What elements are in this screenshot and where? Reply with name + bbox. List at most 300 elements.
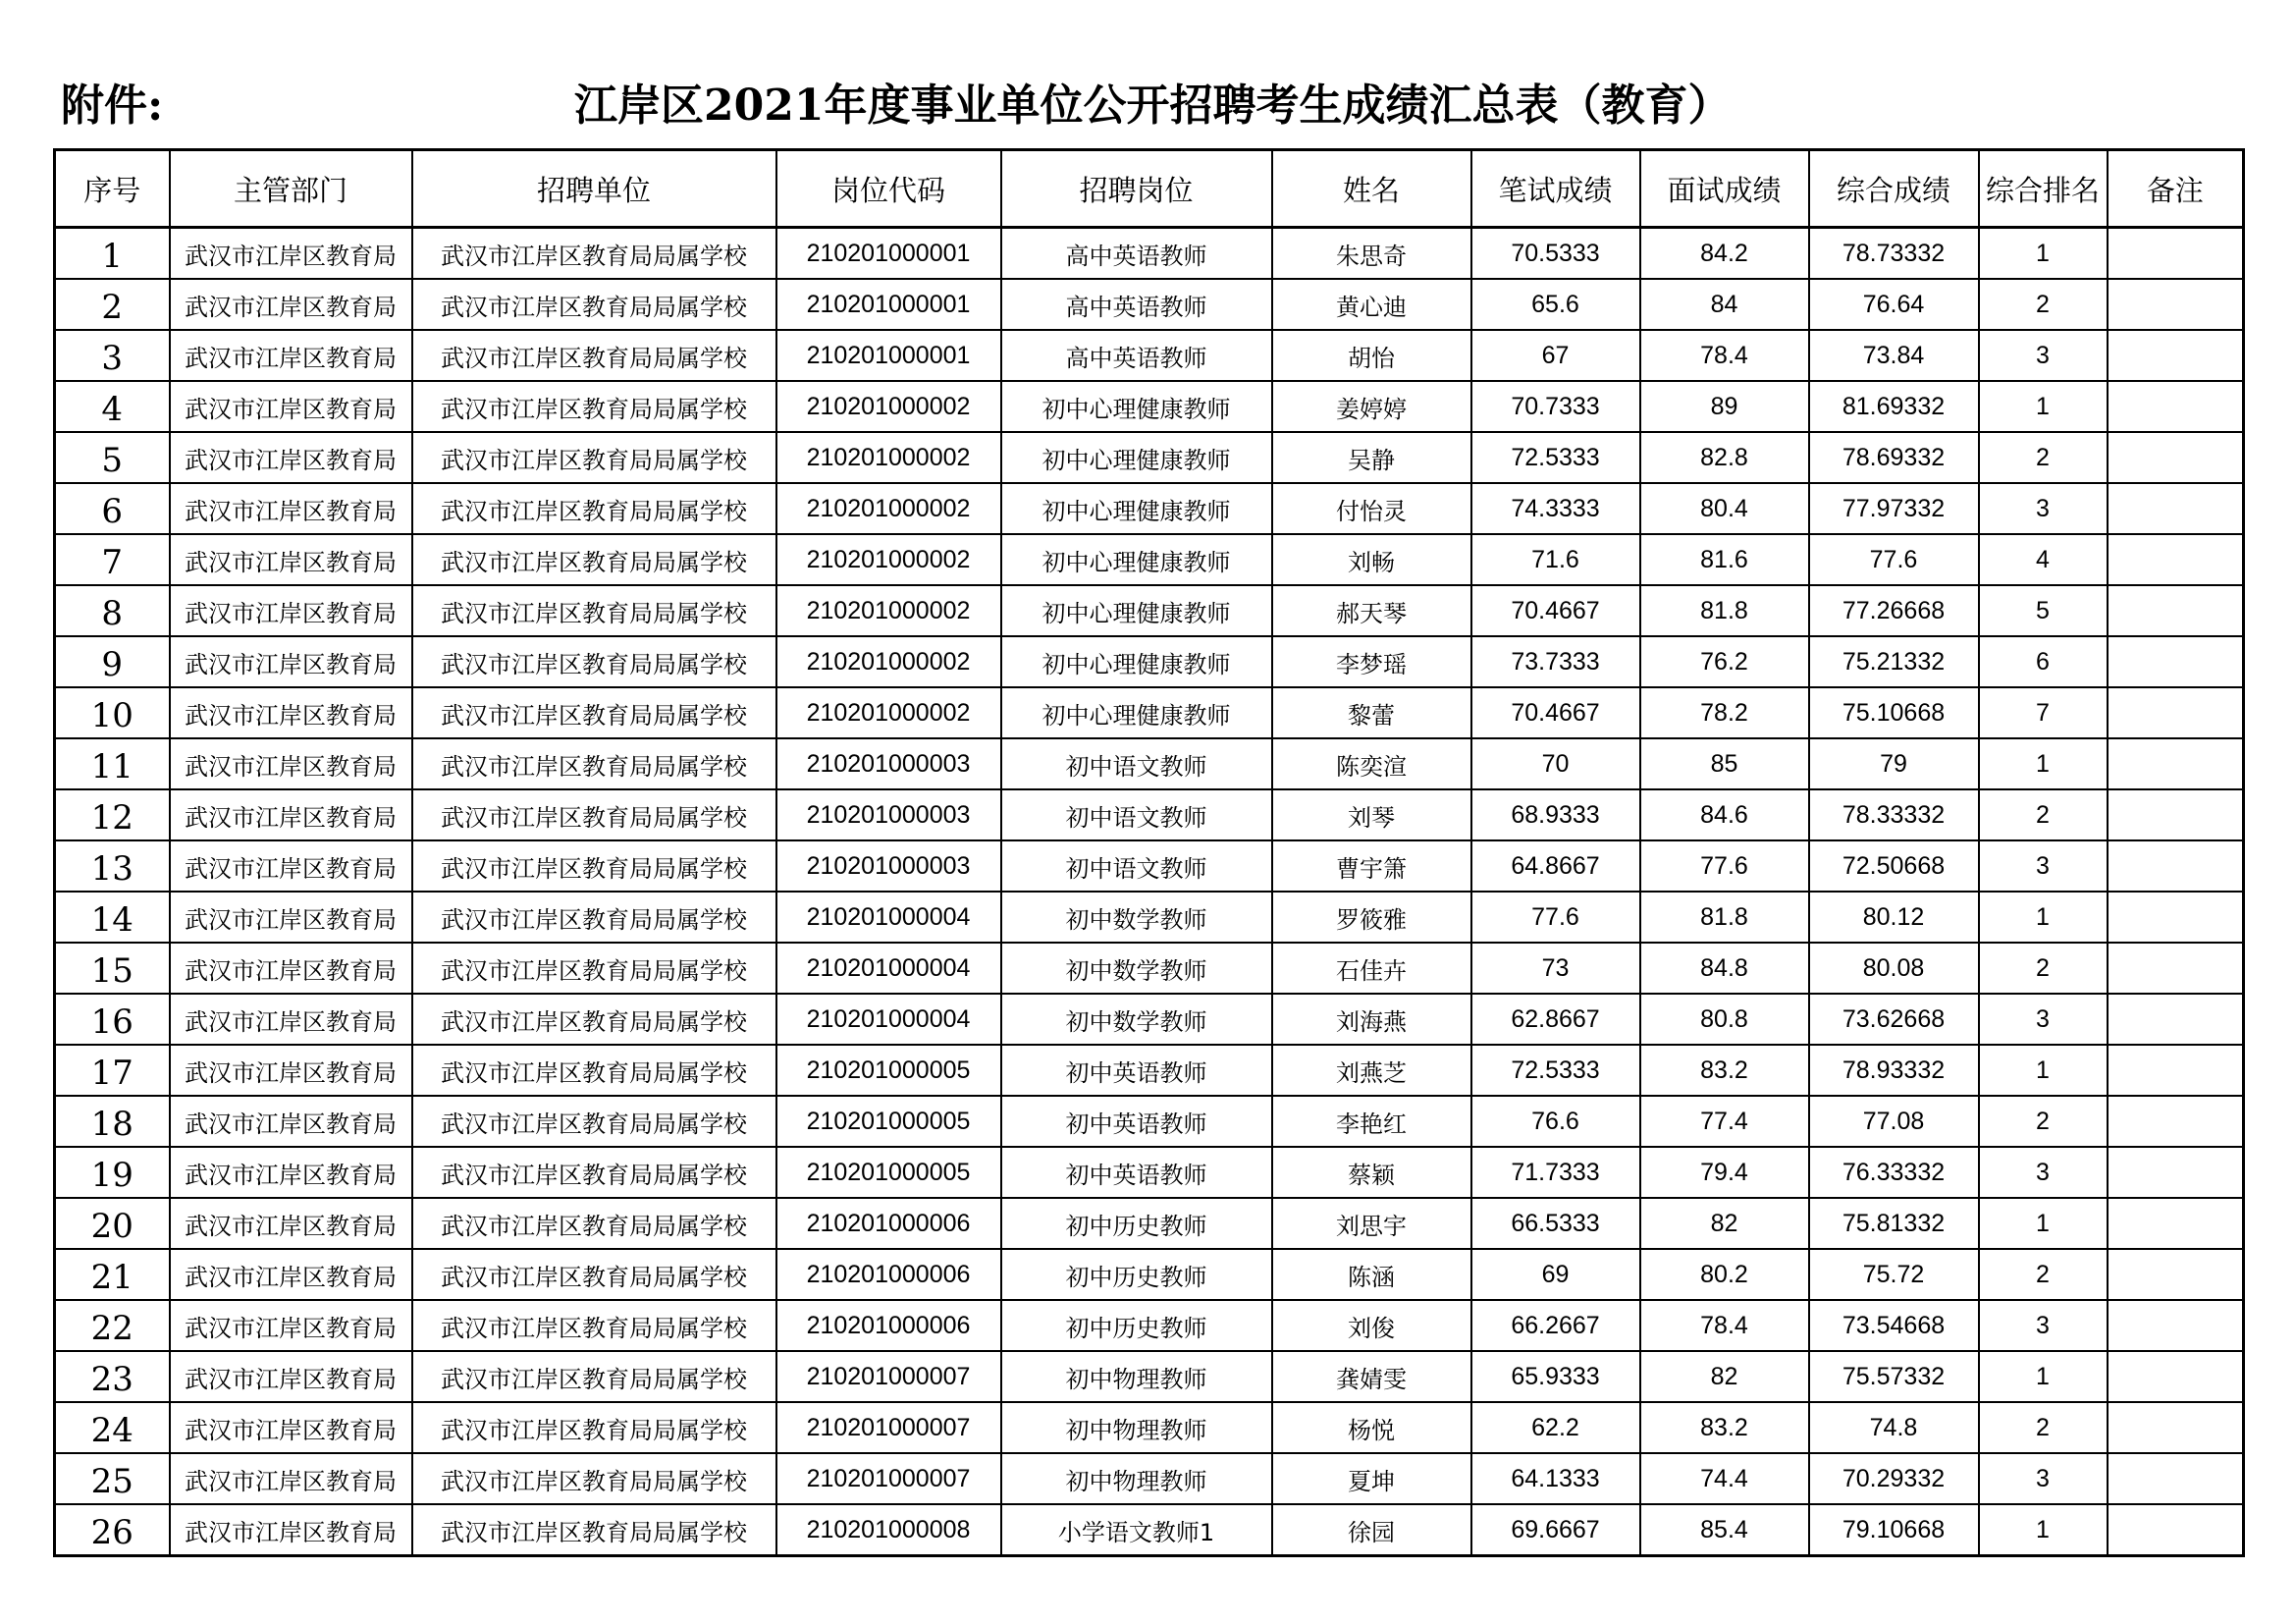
cell-post-code: 210201000006 [776,1198,1001,1249]
cell-post: 初中数学教师 [1001,892,1272,943]
cell-remarks [2108,892,2244,943]
cell-seq: 15 [55,943,170,994]
cell-dept: 武汉市江岸区教育局 [170,1045,412,1096]
cell-interview-score: 81.6 [1640,534,1809,585]
cell-name: 杨悦 [1272,1402,1471,1453]
table-row [55,994,2244,1045]
cell-post-code: 210201000002 [776,381,1001,432]
cell-post: 初中物理教师 [1001,1351,1272,1402]
cell-remarks [2108,1351,2244,1402]
cell-rank: 1 [1979,1504,2108,1556]
table-row [55,432,2244,483]
cell-name: 黄心迪 [1272,279,1471,330]
cell-seq: 14 [55,892,170,943]
cell-rank: 4 [1979,534,2108,585]
cell-dept: 武汉市江岸区教育局 [170,279,412,330]
header-remarks: 备注 [2108,150,2244,228]
cell-seq: 9 [55,636,170,687]
cell-unit: 武汉市江岸区教育局局属学校 [412,687,776,738]
table-row [55,1402,2244,1453]
cell-total-score: 76.33332 [1809,1147,1979,1198]
cell-written-score: 77.6 [1471,892,1640,943]
cell-post-code: 210201000001 [776,330,1001,381]
cell-remarks [2108,1504,2244,1556]
cell-total-score: 77.26668 [1809,585,1979,636]
cell-interview-score: 78.4 [1640,1300,1809,1351]
table-row [55,1147,2244,1198]
cell-dept: 武汉市江岸区教育局 [170,330,412,381]
cell-unit: 武汉市江岸区教育局局属学校 [412,1402,776,1453]
table-row [55,534,2244,585]
cell-remarks [2108,1096,2244,1147]
cell-unit: 武汉市江岸区教育局局属学校 [412,892,776,943]
cell-total-score: 75.10668 [1809,687,1979,738]
cell-rank: 2 [1979,943,2108,994]
cell-dept: 武汉市江岸区教育局 [170,432,412,483]
cell-dept: 武汉市江岸区教育局 [170,228,412,280]
cell-remarks [2108,483,2244,534]
cell-interview-score: 78.4 [1640,330,1809,381]
table-row [55,1453,2244,1504]
cell-name: 李艳红 [1272,1096,1471,1147]
cell-remarks [2108,943,2244,994]
cell-name: 夏坤 [1272,1453,1471,1504]
cell-written-score: 68.9333 [1471,789,1640,840]
cell-written-score: 65.9333 [1471,1351,1640,1402]
cell-interview-score: 84.2 [1640,228,1809,280]
cell-seq: 18 [55,1096,170,1147]
cell-written-score: 62.8667 [1471,994,1640,1045]
cell-name: 朱思奇 [1272,228,1471,280]
cell-rank: 2 [1979,789,2108,840]
cell-unit: 武汉市江岸区教育局局属学校 [412,1147,776,1198]
table-row [55,1351,2244,1402]
cell-unit: 武汉市江岸区教育局局属学校 [412,330,776,381]
header-seq: 序号 [55,150,170,228]
cell-rank: 1 [1979,1351,2108,1402]
cell-post-code: 210201000006 [776,1300,1001,1351]
table-row [55,279,2244,330]
cell-name: 陈奕渲 [1272,738,1471,789]
attachment-label: 附件: [61,81,164,131]
cell-post-code: 210201000008 [776,1504,1001,1556]
cell-seq: 1 [55,228,170,280]
cell-post-code: 210201000004 [776,943,1001,994]
cell-rank: 2 [1979,432,2108,483]
cell-post-code: 210201000001 [776,228,1001,280]
cell-seq: 5 [55,432,170,483]
cell-total-score: 78.33332 [1809,789,1979,840]
cell-unit: 武汉市江岸区教育局局属学校 [412,432,776,483]
cell-rank: 3 [1979,330,2108,381]
cell-post: 初中语文教师 [1001,840,1272,892]
header-rank: 综合排名 [1979,150,2108,228]
cell-written-score: 76.6 [1471,1096,1640,1147]
cell-name: 吴静 [1272,432,1471,483]
cell-total-score: 77.97332 [1809,483,1979,534]
cell-remarks [2108,738,2244,789]
cell-rank: 2 [1979,1402,2108,1453]
cell-interview-score: 80.4 [1640,483,1809,534]
cell-dept: 武汉市江岸区教育局 [170,1351,412,1402]
cell-post-code: 210201000003 [776,789,1001,840]
cell-written-score: 70.4667 [1471,585,1640,636]
cell-written-score: 72.5333 [1471,432,1640,483]
cell-unit: 武汉市江岸区教育局局属学校 [412,1453,776,1504]
cell-post: 高中英语教师 [1001,228,1272,280]
table-row [55,1504,2244,1556]
header-dept: 主管部门 [170,150,412,228]
table-row [55,228,2244,280]
cell-written-score: 65.6 [1471,279,1640,330]
cell-unit: 武汉市江岸区教育局局属学校 [412,279,776,330]
cell-dept: 武汉市江岸区教育局 [170,1402,412,1453]
cell-seq: 22 [55,1300,170,1351]
cell-post: 初中心理健康教师 [1001,483,1272,534]
cell-rank: 3 [1979,1453,2108,1504]
cell-unit: 武汉市江岸区教育局局属学校 [412,789,776,840]
cell-rank: 1 [1979,1198,2108,1249]
cell-remarks [2108,1300,2244,1351]
cell-rank: 3 [1979,994,2108,1045]
table-row [55,1198,2244,1249]
cell-interview-score: 74.4 [1640,1453,1809,1504]
cell-unit: 武汉市江岸区教育局局属学校 [412,840,776,892]
cell-total-score: 70.29332 [1809,1453,1979,1504]
cell-post-code: 210201000007 [776,1351,1001,1402]
cell-name: 刘燕芝 [1272,1045,1471,1096]
cell-name: 罗筱雅 [1272,892,1471,943]
cell-total-score: 78.69332 [1809,432,1979,483]
cell-post-code: 210201000003 [776,840,1001,892]
cell-post-code: 210201000005 [776,1045,1001,1096]
cell-name: 刘俊 [1272,1300,1471,1351]
header-name: 姓名 [1272,150,1471,228]
cell-seq: 20 [55,1198,170,1249]
cell-dept: 武汉市江岸区教育局 [170,892,412,943]
table-header-row [55,150,2244,228]
cell-post: 高中英语教师 [1001,330,1272,381]
cell-interview-score: 79.4 [1640,1147,1809,1198]
cell-dept: 武汉市江岸区教育局 [170,483,412,534]
cell-total-score: 81.69332 [1809,381,1979,432]
cell-interview-score: 80.2 [1640,1249,1809,1300]
cell-total-score: 79 [1809,738,1979,789]
cell-seq: 2 [55,279,170,330]
cell-rank: 3 [1979,840,2108,892]
cell-written-score: 70 [1471,738,1640,789]
cell-post: 初中数学教师 [1001,943,1272,994]
cell-rank: 1 [1979,381,2108,432]
header-total-score: 综合成绩 [1809,150,1979,228]
cell-rank: 1 [1979,1045,2108,1096]
cell-total-score: 73.62668 [1809,994,1979,1045]
cell-post: 小学语文教师1 [1001,1504,1272,1556]
cell-dept: 武汉市江岸区教育局 [170,1147,412,1198]
table-row [55,381,2244,432]
cell-remarks [2108,585,2244,636]
cell-post: 初中英语教师 [1001,1045,1272,1096]
cell-total-score: 73.84 [1809,330,1979,381]
cell-unit: 武汉市江岸区教育局局属学校 [412,585,776,636]
cell-unit: 武汉市江岸区教育局局属学校 [412,943,776,994]
cell-name: 姜婷婷 [1272,381,1471,432]
cell-remarks [2108,1249,2244,1300]
cell-interview-score: 77.6 [1640,840,1809,892]
cell-seq: 13 [55,840,170,892]
cell-post: 初中数学教师 [1001,994,1272,1045]
cell-remarks [2108,994,2244,1045]
cell-unit: 武汉市江岸区教育局局属学校 [412,1045,776,1096]
table-row [55,789,2244,840]
cell-written-score: 70.7333 [1471,381,1640,432]
cell-dept: 武汉市江岸区教育局 [170,636,412,687]
cell-seq: 16 [55,994,170,1045]
cell-written-score: 73 [1471,943,1640,994]
cell-unit: 武汉市江岸区教育局局属学校 [412,483,776,534]
cell-written-score: 71.7333 [1471,1147,1640,1198]
cell-remarks [2108,1045,2244,1096]
cell-rank: 6 [1979,636,2108,687]
cell-name: 黎蕾 [1272,687,1471,738]
cell-name: 刘畅 [1272,534,1471,585]
cell-post: 初中心理健康教师 [1001,636,1272,687]
cell-name: 付怡灵 [1272,483,1471,534]
cell-rank: 2 [1979,1249,2108,1300]
cell-interview-score: 82 [1640,1198,1809,1249]
cell-remarks [2108,1147,2244,1198]
cell-unit: 武汉市江岸区教育局局属学校 [412,636,776,687]
cell-name: 胡怡 [1272,330,1471,381]
cell-written-score: 67 [1471,330,1640,381]
cell-dept: 武汉市江岸区教育局 [170,381,412,432]
cell-interview-score: 82 [1640,1351,1809,1402]
table-row [55,330,2244,381]
table-row [55,687,2244,738]
table-row [55,483,2244,534]
header-post-code: 岗位代码 [776,150,1001,228]
cell-seq: 3 [55,330,170,381]
cell-written-score: 62.2 [1471,1402,1640,1453]
cell-post-code: 210201000003 [776,738,1001,789]
cell-post: 初中历史教师 [1001,1198,1272,1249]
cell-remarks [2108,279,2244,330]
cell-unit: 武汉市江岸区教育局局属学校 [412,228,776,280]
cell-dept: 武汉市江岸区教育局 [170,1504,412,1556]
cell-total-score: 75.21332 [1809,636,1979,687]
cell-unit: 武汉市江岸区教育局局属学校 [412,1351,776,1402]
cell-remarks [2108,1198,2244,1249]
cell-total-score: 75.57332 [1809,1351,1979,1402]
cell-total-score: 72.50668 [1809,840,1979,892]
cell-total-score: 76.64 [1809,279,1979,330]
cell-remarks [2108,789,2244,840]
cell-written-score: 70.4667 [1471,687,1640,738]
cell-dept: 武汉市江岸区教育局 [170,994,412,1045]
cell-post-code: 210201000005 [776,1096,1001,1147]
cell-post: 初中语文教师 [1001,789,1272,840]
cell-post-code: 210201000002 [776,687,1001,738]
cell-name: 李梦瑶 [1272,636,1471,687]
cell-interview-score: 83.2 [1640,1402,1809,1453]
cell-rank: 2 [1979,1096,2108,1147]
cell-interview-score: 85.4 [1640,1504,1809,1556]
cell-post: 初中心理健康教师 [1001,585,1272,636]
cell-dept: 武汉市江岸区教育局 [170,1300,412,1351]
cell-name: 陈涵 [1272,1249,1471,1300]
cell-rank: 5 [1979,585,2108,636]
cell-name: 龚婧雯 [1272,1351,1471,1402]
cell-interview-score: 84.6 [1640,789,1809,840]
cell-post: 高中英语教师 [1001,279,1272,330]
cell-dept: 武汉市江岸区教育局 [170,1096,412,1147]
cell-total-score: 77.08 [1809,1096,1979,1147]
cell-interview-score: 81.8 [1640,585,1809,636]
cell-seq: 21 [55,1249,170,1300]
cell-written-score: 66.5333 [1471,1198,1640,1249]
cell-total-score: 80.08 [1809,943,1979,994]
cell-seq: 4 [55,381,170,432]
cell-interview-score: 77.4 [1640,1096,1809,1147]
table-row [55,1045,2244,1096]
cell-interview-score: 85 [1640,738,1809,789]
cell-name: 刘海燕 [1272,994,1471,1045]
cell-interview-score: 83.2 [1640,1045,1809,1096]
cell-name: 蔡颖 [1272,1147,1471,1198]
cell-post-code: 210201000002 [776,636,1001,687]
cell-post: 初中历史教师 [1001,1249,1272,1300]
cell-unit: 武汉市江岸区教育局局属学校 [412,1198,776,1249]
cell-rank: 3 [1979,1147,2108,1198]
cell-unit: 武汉市江岸区教育局局属学校 [412,534,776,585]
cell-rank: 1 [1979,738,2108,789]
cell-seq: 6 [55,483,170,534]
cell-unit: 武汉市江岸区教育局局属学校 [412,1249,776,1300]
cell-rank: 3 [1979,483,2108,534]
cell-unit: 武汉市江岸区教育局局属学校 [412,1504,776,1556]
cell-post-code: 210201000002 [776,432,1001,483]
cell-interview-score: 84.8 [1640,943,1809,994]
cell-rank: 7 [1979,687,2108,738]
cell-seq: 26 [55,1504,170,1556]
cell-post: 初中物理教师 [1001,1402,1272,1453]
cell-post-code: 210201000002 [776,534,1001,585]
cell-seq: 23 [55,1351,170,1402]
cell-remarks [2108,687,2244,738]
cell-post: 初中英语教师 [1001,1147,1272,1198]
cell-remarks [2108,840,2244,892]
header-written-score: 笔试成绩 [1471,150,1640,228]
cell-written-score: 72.5333 [1471,1045,1640,1096]
cell-written-score: 69.6667 [1471,1504,1640,1556]
cell-unit: 武汉市江岸区教育局局属学校 [412,1096,776,1147]
cell-dept: 武汉市江岸区教育局 [170,1453,412,1504]
cell-seq: 24 [55,1402,170,1453]
cell-post-code: 210201000006 [776,1249,1001,1300]
table-row [55,840,2244,892]
cell-name: 徐园 [1272,1504,1471,1556]
cell-interview-score: 76.2 [1640,636,1809,687]
cell-written-score: 66.2667 [1471,1300,1640,1351]
cell-unit: 武汉市江岸区教育局局属学校 [412,381,776,432]
cell-seq: 8 [55,585,170,636]
cell-unit: 武汉市江岸区教育局局属学校 [412,738,776,789]
cell-interview-score: 80.8 [1640,994,1809,1045]
cell-seq: 17 [55,1045,170,1096]
cell-interview-score: 81.8 [1640,892,1809,943]
cell-seq: 19 [55,1147,170,1198]
cell-post: 初中心理健康教师 [1001,432,1272,483]
cell-post: 初中心理健康教师 [1001,534,1272,585]
cell-post: 初中心理健康教师 [1001,381,1272,432]
table-row [55,1249,2244,1300]
cell-remarks [2108,1453,2244,1504]
cell-interview-score: 84 [1640,279,1809,330]
cell-total-score: 78.73332 [1809,228,1979,280]
cell-dept: 武汉市江岸区教育局 [170,789,412,840]
table-row [55,1096,2244,1147]
cell-total-score: 75.72 [1809,1249,1979,1300]
cell-rank: 2 [1979,279,2108,330]
cell-seq: 7 [55,534,170,585]
cell-unit: 武汉市江岸区教育局局属学校 [412,1300,776,1351]
cell-dept: 武汉市江岸区教育局 [170,840,412,892]
cell-remarks [2108,1402,2244,1453]
cell-post-code: 210201000004 [776,994,1001,1045]
cell-written-score: 70.5333 [1471,228,1640,280]
header-unit: 招聘单位 [412,150,776,228]
table-row [55,943,2244,994]
cell-seq: 11 [55,738,170,789]
cell-dept: 武汉市江岸区教育局 [170,585,412,636]
cell-dept: 武汉市江岸区教育局 [170,738,412,789]
cell-interview-score: 82.8 [1640,432,1809,483]
cell-post-code: 210201000007 [776,1402,1001,1453]
cell-total-score: 77.6 [1809,534,1979,585]
cell-written-score: 74.3333 [1471,483,1640,534]
document-title: 江岸区2021年度事业单位公开招聘考生成绩汇总表（教育） [574,81,1732,131]
cell-seq: 10 [55,687,170,738]
cell-post-code: 210201000002 [776,483,1001,534]
cell-name: 刘琴 [1272,789,1471,840]
cell-remarks [2108,228,2244,280]
cell-interview-score: 78.2 [1640,687,1809,738]
cell-total-score: 79.10668 [1809,1504,1979,1556]
cell-dept: 武汉市江岸区教育局 [170,534,412,585]
cell-rank: 1 [1979,892,2108,943]
cell-name: 刘思宇 [1272,1198,1471,1249]
table-row [55,636,2244,687]
cell-post-code: 210201000002 [776,585,1001,636]
cell-written-score: 64.1333 [1471,1453,1640,1504]
table-row [55,585,2244,636]
cell-post: 初中历史教师 [1001,1300,1272,1351]
cell-dept: 武汉市江岸区教育局 [170,1198,412,1249]
cell-total-score: 75.81332 [1809,1198,1979,1249]
cell-post-code: 210201000005 [776,1147,1001,1198]
cell-dept: 武汉市江岸区教育局 [170,943,412,994]
cell-dept: 武汉市江岸区教育局 [170,1249,412,1300]
cell-post: 初中英语教师 [1001,1096,1272,1147]
cell-post-code: 210201000001 [776,279,1001,330]
cell-name: 郝天琴 [1272,585,1471,636]
cell-written-score: 69 [1471,1249,1640,1300]
table-row [55,738,2244,789]
cell-total-score: 73.54668 [1809,1300,1979,1351]
cell-post: 初中心理健康教师 [1001,687,1272,738]
cell-remarks [2108,636,2244,687]
header-interview-score: 面试成绩 [1640,150,1809,228]
